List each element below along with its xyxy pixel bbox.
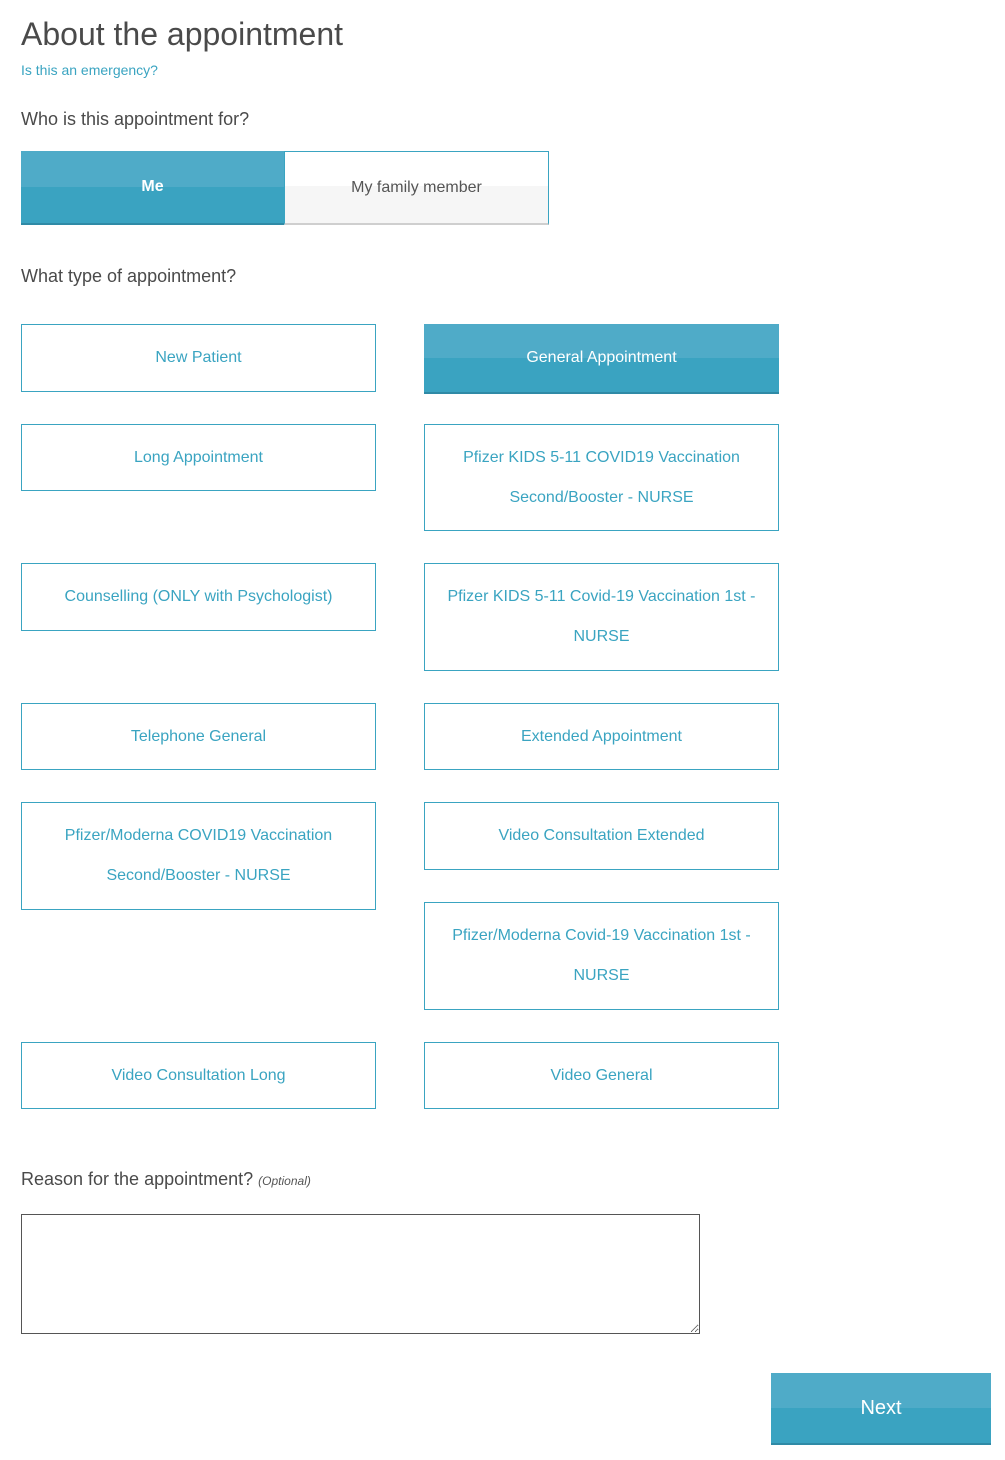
reason-textarea[interactable]: [21, 1214, 700, 1334]
who-toggle: [21, 151, 549, 225]
reason-question-text: Reason for the appointment?: [21, 1169, 254, 1189]
appt-telephone-general-button[interactable]: Telephone General: [21, 703, 376, 770]
appt-pfizer-kids-second-booster-button[interactable]: Pfizer KIDS 5-11 COVID19 Vaccination Second/Booster - NURSE: [424, 424, 779, 531]
appt-long-appointment-button[interactable]: Long Appointment: [21, 424, 376, 491]
appt-general-appointment-button[interactable]: General Appointment: [424, 324, 779, 394]
optional-label: (Optional): [258, 1174, 311, 1188]
who-option-family-member[interactable]: My family member: [284, 151, 549, 225]
appt-new-patient-button[interactable]: New Patient: [21, 324, 376, 392]
next-button[interactable]: Next: [771, 1373, 991, 1445]
appt-video-consultation-long-button[interactable]: Video Consultation Long: [21, 1042, 376, 1109]
appt-pfizer-kids-first-button[interactable]: Pfizer KIDS 5-11 Covid-19 Vaccination 1st - NURSE: [424, 563, 779, 671]
type-question: What type of appointment?: [21, 266, 237, 286]
appt-counselling-button[interactable]: Counselling (ONLY with Psychologist): [21, 563, 376, 631]
who-question: Who is this appointment for?: [21, 109, 250, 129]
reason-question: [21, 1167, 311, 1193]
appt-video-general-button[interactable]: Video General: [424, 1042, 779, 1109]
emergency-link[interactable]: Is this an emergency?: [21, 62, 158, 78]
appt-pfizer-moderna-first-button[interactable]: Pfizer/Moderna Covid-19 Vaccination 1st - NURSE: [424, 902, 779, 1010]
appt-pfizer-moderna-second-booster-button[interactable]: Pfizer/Moderna COVID19 Vaccination Second/Booster - NURSE: [21, 802, 376, 910]
appt-extended-appointment-button[interactable]: Extended Appointment: [424, 703, 779, 770]
who-option-me[interactable]: Me: [21, 151, 284, 225]
page-title: About the appointment: [21, 16, 344, 52]
appt-video-consultation-extended-button[interactable]: Video Consultation Extended: [424, 802, 779, 870]
